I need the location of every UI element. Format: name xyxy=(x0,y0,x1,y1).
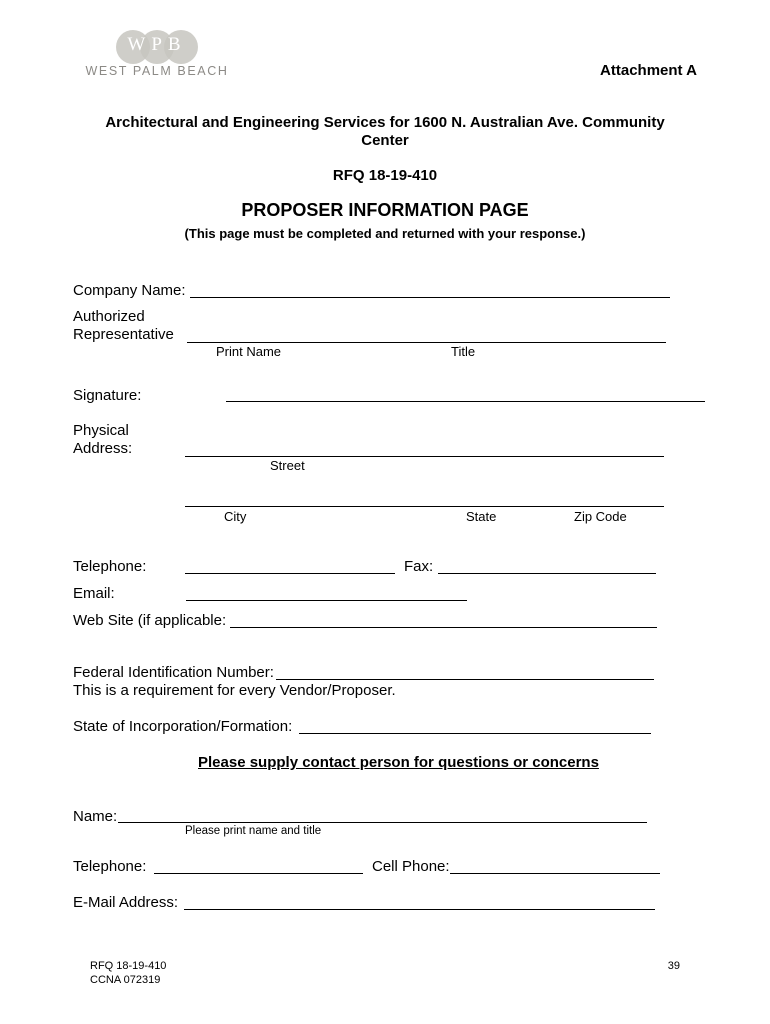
federal-id-field[interactable] xyxy=(276,679,654,680)
city-state-zip-field[interactable] xyxy=(185,506,664,507)
email-label: Email: xyxy=(73,585,115,602)
physical-label-line2: Address: xyxy=(73,440,133,457)
telephone-label: Telephone: xyxy=(73,558,147,575)
fax-label: Fax: xyxy=(404,558,434,575)
contact-email-field[interactable] xyxy=(184,909,655,910)
authorized-label-line1: Authorized xyxy=(73,308,145,325)
incorporation-field[interactable] xyxy=(299,733,651,734)
signature-label: Signature: xyxy=(73,387,142,404)
logo-letters: WPB xyxy=(127,34,187,55)
signature-field[interactable] xyxy=(226,401,705,402)
incorporation-label: State of Incorporation/Formation: xyxy=(73,718,293,735)
contact-name-hint: Please print name and title xyxy=(185,825,322,837)
authorized-representative-field[interactable] xyxy=(187,342,666,343)
wpb-logo xyxy=(82,26,232,84)
print-name-hint: Print Name xyxy=(216,344,282,359)
contact-heading: Please supply contact person for questions or concerns xyxy=(198,754,599,771)
footer-ccna: CCNA 072319 xyxy=(90,974,161,986)
federal-id-note: This is a requirement for every Vendor/Proposer. xyxy=(73,682,396,699)
title-hint: Title xyxy=(451,344,476,359)
contact-name-field[interactable] xyxy=(118,822,647,823)
document-title-line1: Architectural and Engineering Services for 1600 N. Australian Ave. Community xyxy=(105,114,665,131)
fax-field[interactable] xyxy=(438,573,656,574)
contact-telephone-label: Telephone: xyxy=(73,858,147,875)
contact-name-label: Name: xyxy=(73,808,118,825)
company-name-field[interactable] xyxy=(190,297,670,298)
physical-label-line1: Physical xyxy=(73,422,129,439)
contact-cell-field[interactable] xyxy=(450,873,660,874)
contact-telephone-field[interactable] xyxy=(154,873,363,874)
website-field[interactable] xyxy=(230,627,657,628)
instruction-text: (This page must be completed and returned with your response.) xyxy=(184,226,586,241)
authorized-label-line2: Representative xyxy=(73,326,174,343)
contact-email-label: E-Mail Address: xyxy=(73,894,179,911)
attachment-label: Attachment A xyxy=(600,62,697,79)
street-hint: Street xyxy=(270,458,305,473)
city-hint: City xyxy=(224,509,247,524)
document-title-line2: Center xyxy=(361,132,409,149)
zip-hint: Zip Code xyxy=(574,509,627,524)
telephone-field[interactable] xyxy=(185,573,395,574)
email-field[interactable] xyxy=(186,600,467,601)
street-field[interactable] xyxy=(185,456,664,457)
rfq-number: RFQ 18-19-410 xyxy=(332,167,438,184)
website-label: Web Site (if applicable: xyxy=(73,612,227,629)
logo-subtitle: WEST PALM BEACH xyxy=(85,64,229,78)
federal-id-label: Federal Identification Number: xyxy=(73,664,274,681)
contact-cell-label: Cell Phone: xyxy=(372,858,450,875)
state-hint: State xyxy=(466,509,497,524)
footer-rfq: RFQ 18-19-410 xyxy=(90,960,167,972)
page-title: PROPOSER INFORMATION PAGE xyxy=(241,200,529,220)
page-number: 39 xyxy=(667,960,680,972)
company-name-label: Company Name: xyxy=(73,282,186,299)
